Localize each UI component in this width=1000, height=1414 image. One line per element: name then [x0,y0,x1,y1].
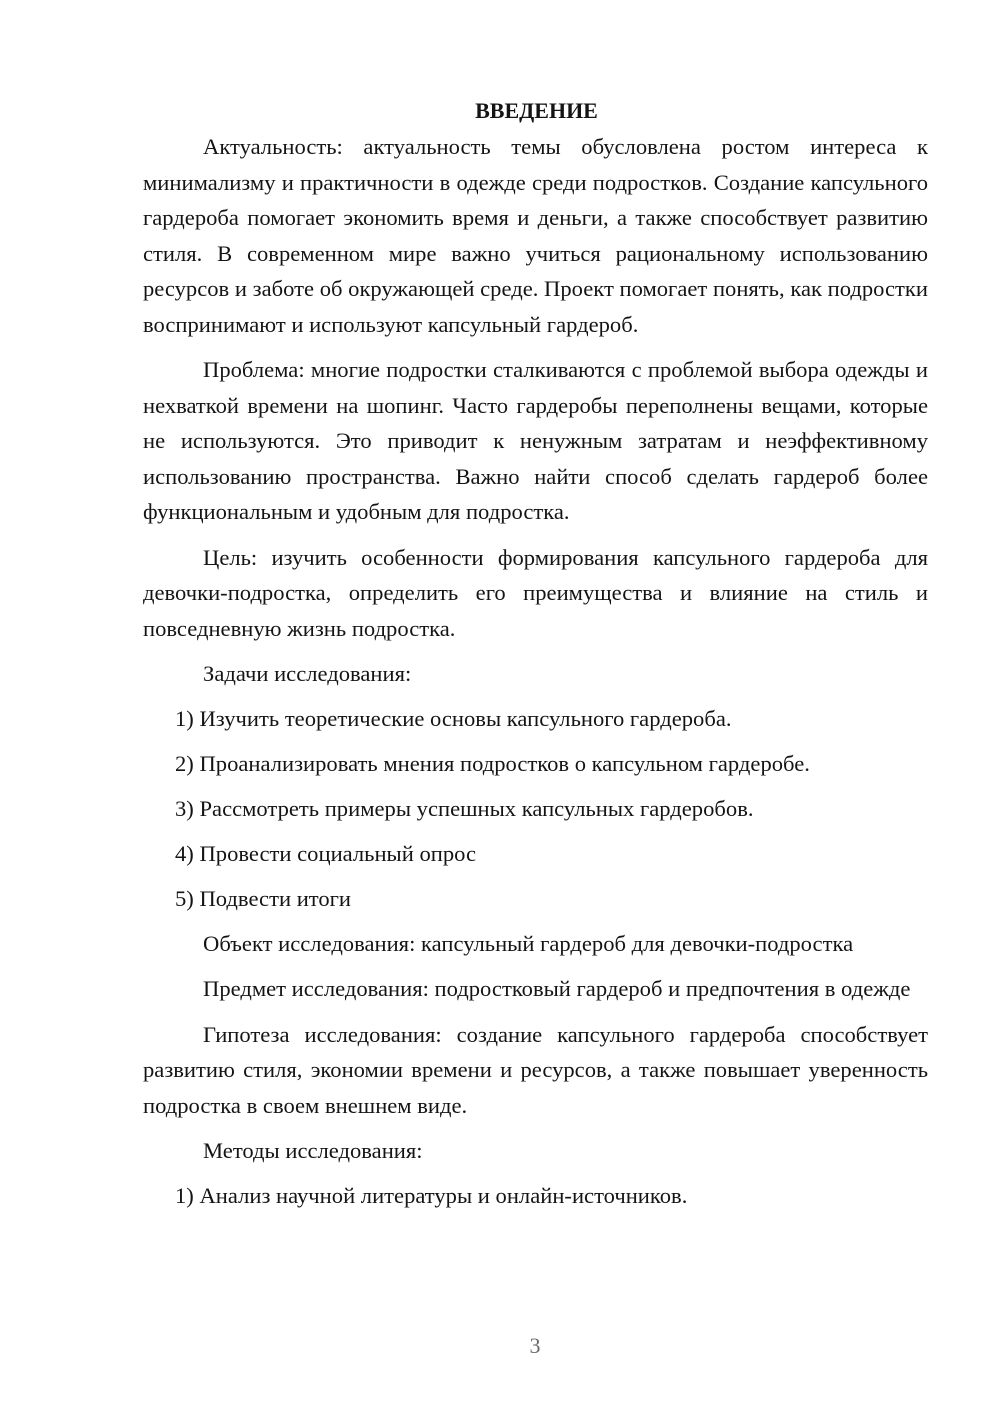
hypothesis-paragraph: Гипотеза исследования: создание капсульного гардероба способствует развитию стиля, экономии времени и ресурсов, а также повышает уверенность подростка в своем внешнем виде. [143,1021,928,1118]
page-content [143,92,928,1223]
goal-paragraph: Цель: изучить особенности формирования капсульного гардероба для девочки-подростка, определить его преимущества и влияние на стиль и повседневную жизнь подростка. [143,544,928,641]
method-item: 1) Анализ научной литературы и онлайн-источников. [175,1183,688,1208]
object-paragraph: Объект исследования: капсульный гардероб для девочки-подростка [203,931,854,956]
task-item: 3) Рассмотреть примеры успешных капсульных гардеробов. [175,796,754,821]
task-item: 5) Подвести итоги [175,886,352,911]
relevance-paragraph: Актуальность: актуальность темы обусловлена ростом интереса к минимализму и практичности в одежде среди подростков. Создание капсульного гардероба помогает экономить время и деньги, а также способствует развитию стиля. В современном мире важно учиться рациональному использованию ресурсов и заботе об окружающей среде. Проект помогает понять, как подростки воспринимают и используют капсульный гардероб. [143,134,928,337]
tasks-heading: Задачи исследования: [203,661,412,686]
problem-paragraph: Проблема: многие подростки сталкиваются с проблемой выбора одежды и нехваткой времени на шопинг. Часто гардеробы переполнены вещами, которые не используются. Это приводит к ненужным затратам и неэффективному использованию пространства. Важно найти способ сделать гардероб более функциональным и удобным для подростка. [143,357,928,524]
methods-heading: Методы исследования: [203,1138,423,1163]
subject-paragraph: Предмет исследования: подростковый гардероб и предпочтения в одежде [203,976,911,1001]
task-item: 1) Изучить теоретические основы капсульного гардероба. [175,706,732,731]
task-item: 4) Провести социальный опрос [175,841,477,866]
page-number: 3 [529,1333,541,1358]
page-title: ВВЕДЕНИЕ [475,98,598,123]
task-item: 2) Проанализировать мнения подростков о капсульном гардеробе. [175,751,810,776]
